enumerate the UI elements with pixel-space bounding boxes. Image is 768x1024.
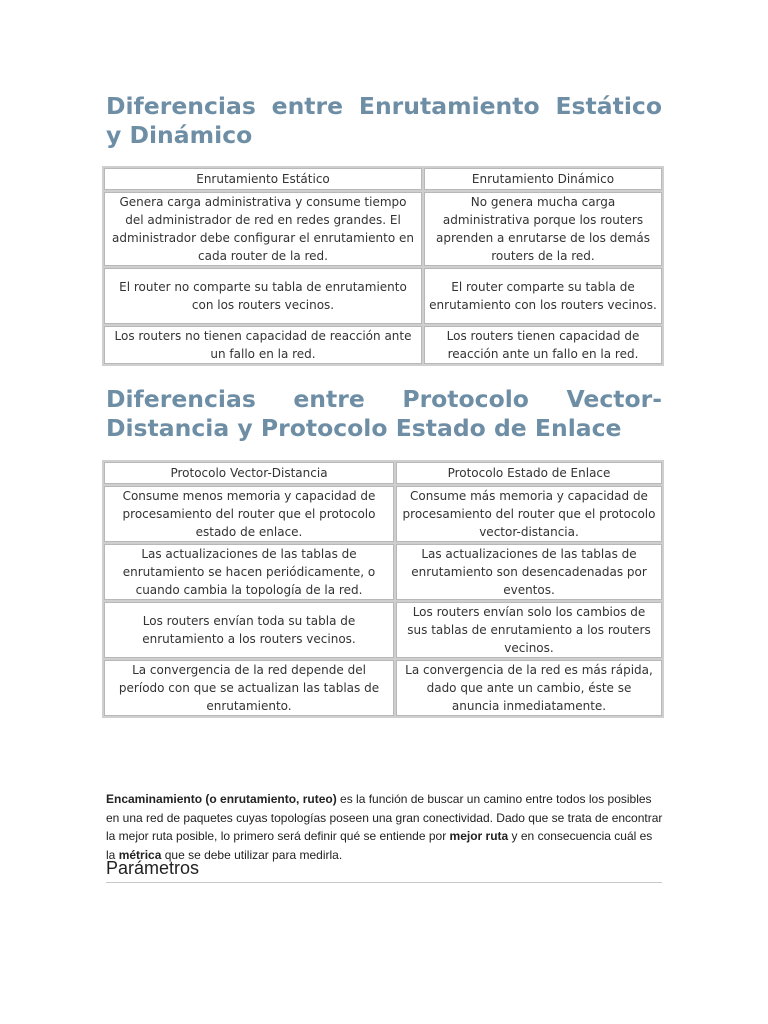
best-route-bold: mejor ruta [449, 829, 509, 843]
paragraph-text: que se debe utilizar para medirla. [161, 847, 343, 862]
table-row [104, 660, 662, 716]
table-row [104, 326, 662, 364]
table-row [104, 602, 662, 658]
column-header: Protocolo Estado de Enlace [396, 462, 662, 484]
parameters-heading: Parámetros [106, 858, 662, 883]
table-cell: Consume más memoria y capacidad de procesamiento del router que el protocolo vector-distancia. [396, 486, 662, 542]
table-cell: Los routers envían solo los cambios de sus tablas de enrutamiento a los routers vecinos. [396, 602, 662, 658]
table-cell: Consume menos memoria y capacidad de procesamiento del router que el protocolo estado de enlace. [104, 486, 394, 542]
table-cell: Los routers envían toda su tabla de enrutamiento a los routers vecinos. [104, 602, 394, 658]
table-header-row [104, 168, 662, 190]
column-header: Protocolo Vector-Distancia [104, 462, 394, 484]
table-cell: Genera carga administrativa y consume tiempo del administrador de red en redes grandes. El administrador debe configurar el enrutamiento en cada router de la red. [104, 192, 422, 266]
routing-definition-paragraph [106, 790, 664, 864]
paragraph-text: y en consecuencia cuál es la [106, 829, 653, 862]
table-cell: El router comparte su tabla de enrutamiento con los routers vecinos. [424, 268, 662, 324]
table-cell: Las actualizaciones de las tablas de enrutamiento son desencadenadas por eventos. [396, 544, 662, 600]
table-cell: Los routers tienen capacidad de reacción ante un fallo en la red. [424, 326, 662, 364]
table-row [104, 268, 662, 324]
table-cell: Las actualizaciones de las tablas de enrutamiento se hacen periódicamente, o cuando cambia la topología de la red. [104, 544, 394, 600]
table-row [104, 544, 662, 600]
table-cell: La convergencia de la red depende del período con que se actualizan las tablas de enrutamiento. [104, 660, 394, 716]
table-header-row [104, 462, 662, 484]
table-cell: No genera mucha carga administrativa porque los routers aprenden a enrutarse de los demás routers de la red. [424, 192, 662, 266]
table-cell: Los routers no tienen capacidad de reacción ante un fallo en la red. [104, 326, 422, 364]
term-bold: Encaminamiento (o enrutamiento, ruteo) [106, 792, 337, 806]
table-cell: El router no comparte su tabla de enrutamiento con los routers vecinos. [104, 268, 422, 324]
metric-bold: métrica [118, 847, 162, 862]
section-title-protocols: Diferencias entre Protocolo Vector-Distancia y Protocolo Estado de Enlace [106, 385, 662, 442]
paragraph-text: es la función de buscar un camino entre todos los posibles en una red de paquetes cuyas topologías poseen una gran conectividad. Dado que se trata de encontrar la mejor ruta posible, lo primero será definir qué se entiende por [106, 792, 663, 843]
table-row [104, 486, 662, 542]
section-title-routing: Diferencias entre Enrutamiento Estático y Dinámico [106, 92, 662, 149]
comparison-table-routing [102, 166, 664, 366]
table-row [104, 192, 662, 266]
column-header: Enrutamiento Estático [104, 168, 422, 190]
column-header: Enrutamiento Dinámico [424, 168, 662, 190]
comparison-table-protocols [102, 460, 664, 718]
table-cell: La convergencia de la red es más rápida, dado que ante un cambio, éste se anuncia inmediatamente. [396, 660, 662, 716]
